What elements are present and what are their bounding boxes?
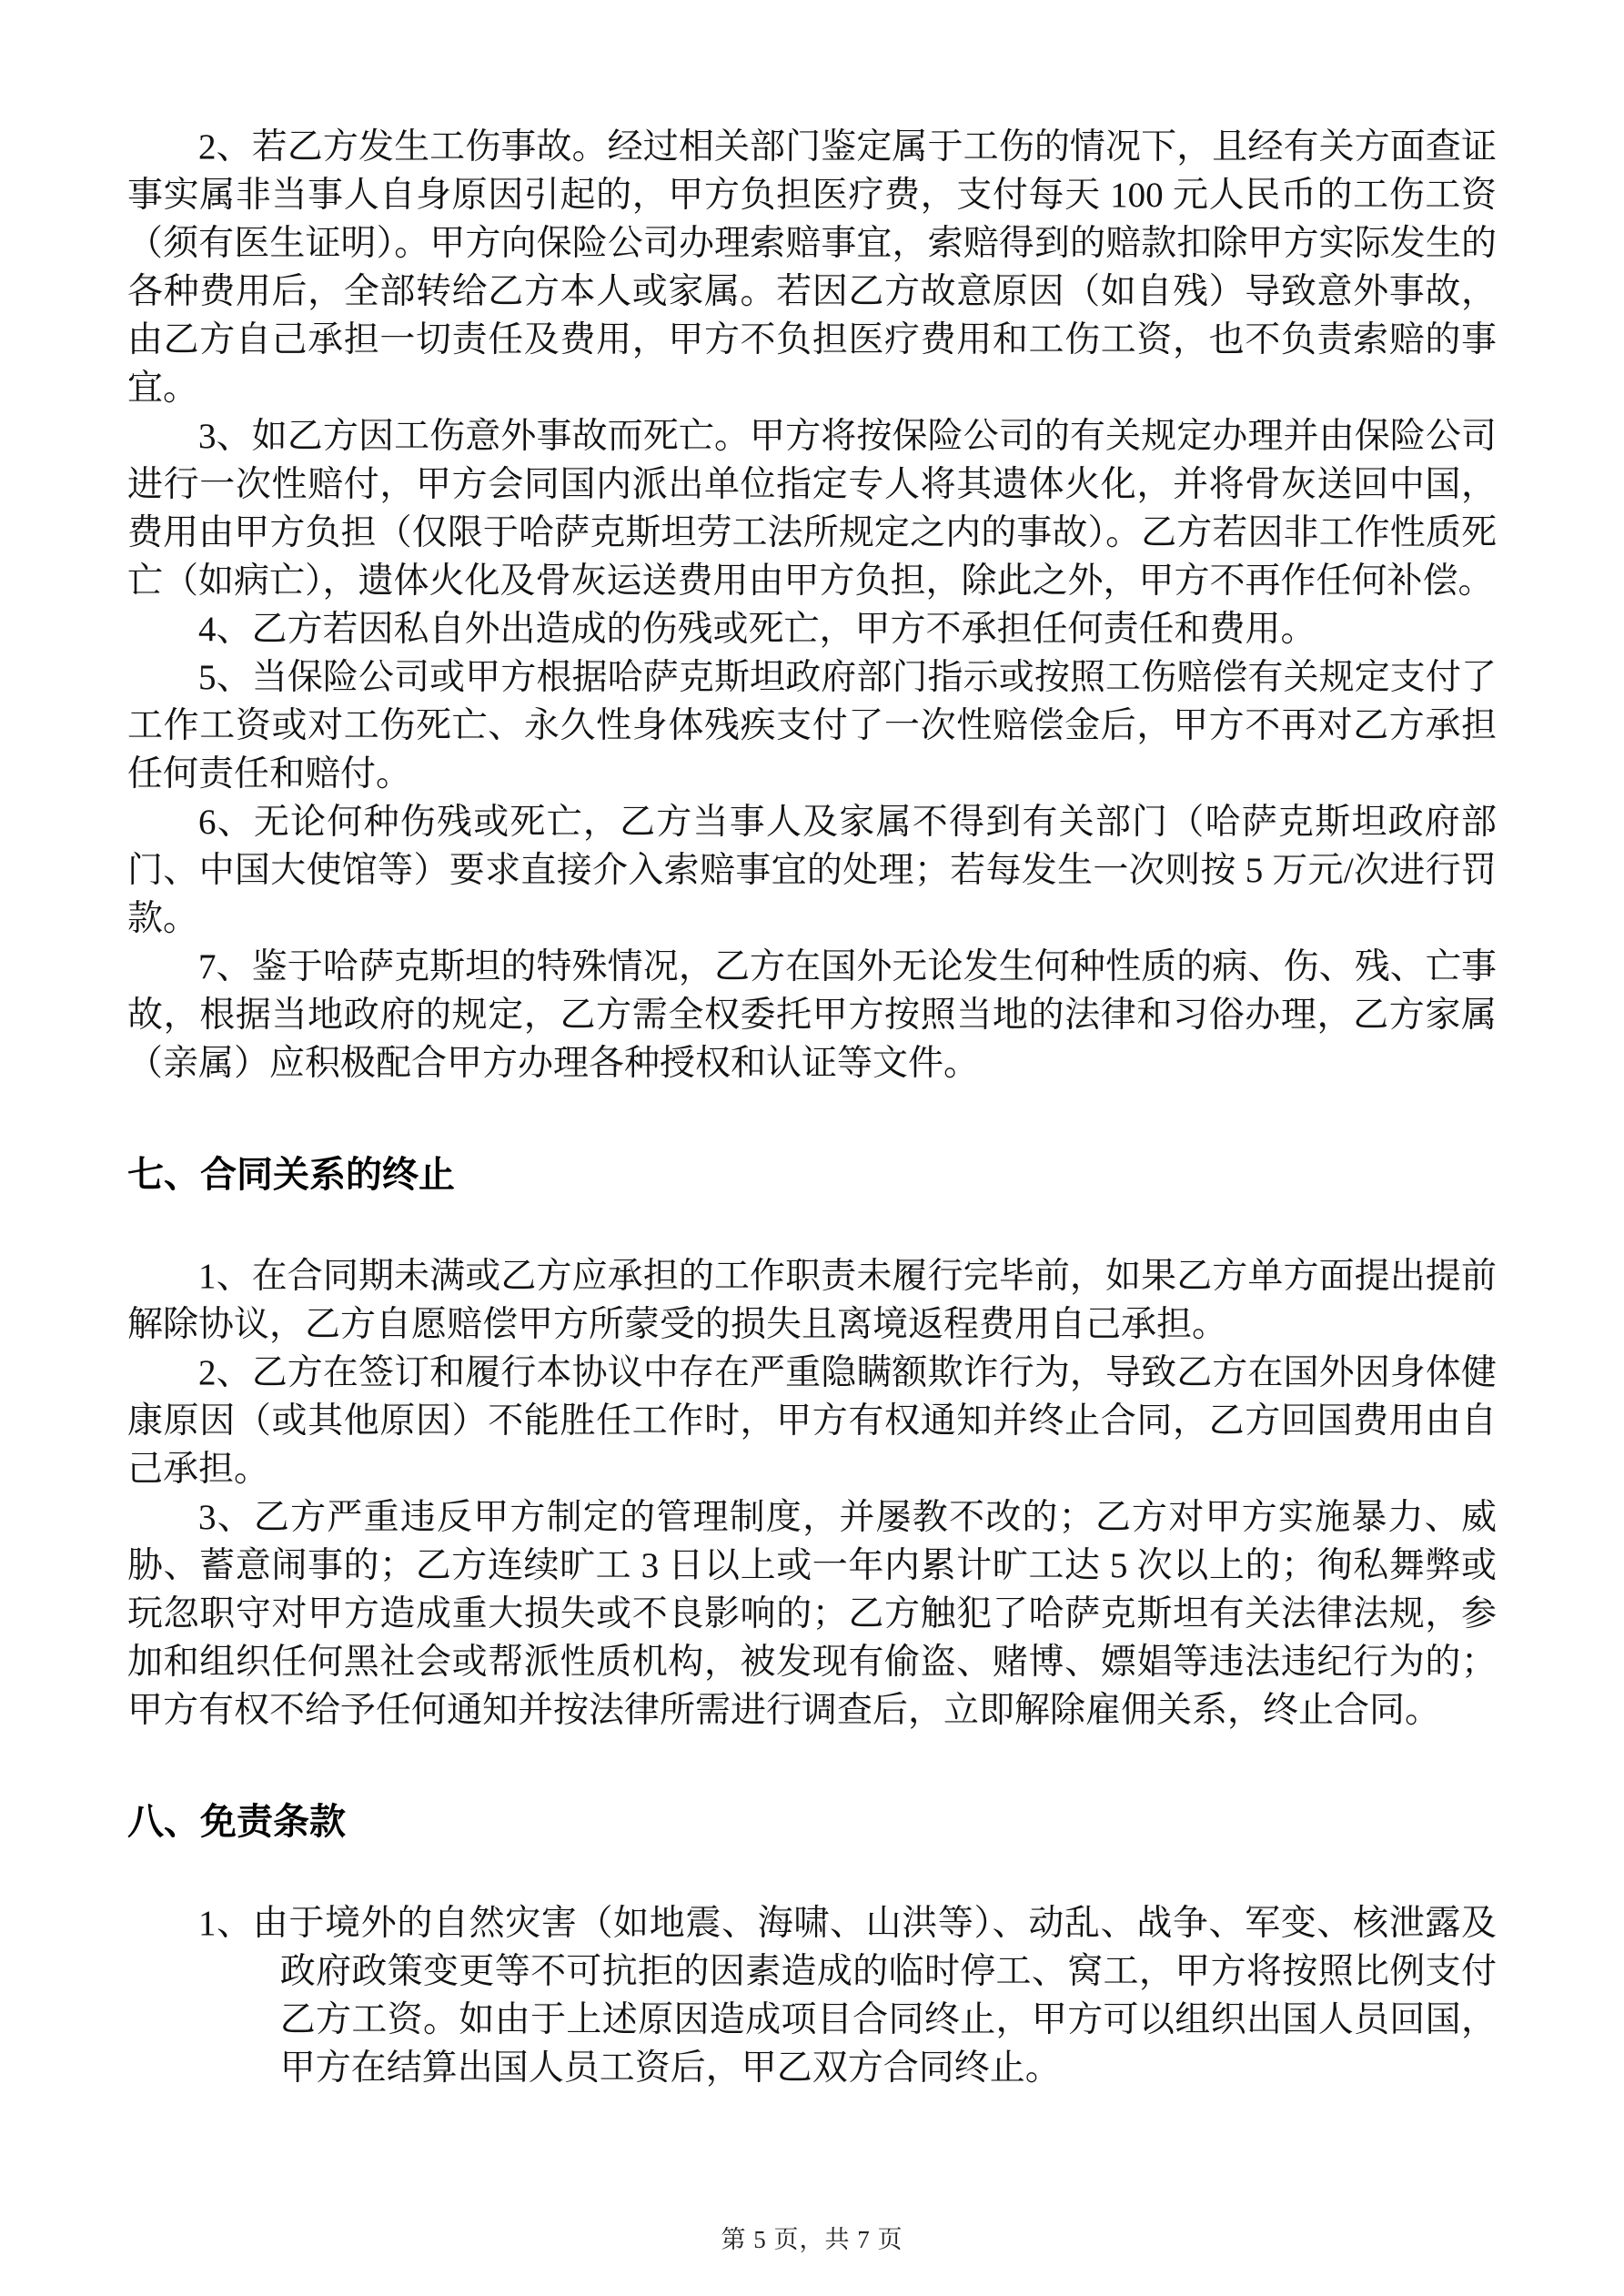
clause-exemption-1: 1、由于境外的自然灾害（如地震、海啸、山洪等）、动乱、战争、军变、核泄露及政府政策变更等不可抗拒的因素造成的临时停工、窝工，甲方将按照比例支付乙方工资。如由于上述原因造成项目合同终止，甲方可以组织出国人员回国，甲方在结算出国人员工资后，甲乙双方合同终止。: [198, 1904, 1497, 2088]
section-heading-termination: 七、合同关系的终止: [127, 1155, 455, 1195]
page-content: [127, 123, 1497, 2092]
clause-termination-3: 3、乙方严重违反甲方制定的管理制度，并屡教不改的；乙方对甲方实施暴力、威胁、蓄意闹事的；乙方连续旷工 3 日以上或一年内累计旷工达 5 次以上的；徇私舞弊或玩忽职守对甲方造成重大损失或不良影响的；乙方触犯了哈萨克斯坦有关法律法规，参加和组织任何黑社会或帮派性质机构，被发现有偷盗、赌博、嫖娼等违法违纪行为的；甲方有权不给予任何通知并按法律所需进行调查后，立即解除雇佣关系，终止合同。: [127, 1498, 1497, 1730]
section-heading-exemption: 八、免责条款: [127, 1802, 346, 1842]
clause-termination-1: 1、在合同期未满或乙方应承担的工作职责未履行完毕前，如果乙方单方面提出提前解除协议，乙方自愿赔偿甲方所蒙受的损失且离境返程费用自己承担。: [127, 1257, 1497, 1344]
clause-work-injury-7: 7、鉴于哈萨克斯坦的特殊情况，乙方在国外无论发生何种性质的病、伤、残、亡事故，根据当地政府的规定，乙方需全权委托甲方按照当地的法律和习俗办理，乙方家属（亲属）应积极配合甲方办理各种授权和认证等文件。: [127, 947, 1497, 1083]
clause-work-injury-3: 3、如乙方因工伤意外事故而死亡。甲方将按保险公司的有关规定办理并由保险公司进行一次性赔付，甲方会同国内派出单位指定专人将其遗体火化，并将骨灰送回中国，费用由甲方负担（仅限于哈萨克斯坦劳工法所规定之内的事故）。乙方若因非工作性质死亡（如病亡），遗体火化及骨灰运送费用由甲方负担，除此之外，甲方不再作任何补偿。: [127, 417, 1497, 601]
clause-work-injury-2: 2、若乙方发生工伤事故。经过相关部门鉴定属于工伤的情况下，且经有关方面查证事实属非当事人自身原因引起的，甲方负担医疗费，支付每天 100 元人民币的工伤工资（须有医生证明）。甲方向保险公司办理索赔事宜，索赔得到的赔款扣除甲方实际发生的各种费用后，全部转给乙方本人或家属。若因乙方故意原因（如自残）导致意外事故，由乙方自己承担一切责任及费用，甲方不负担医疗费用和工伤工资，也不负责索赔的事宜。: [127, 127, 1497, 408]
clause-termination-2: 2、乙方在签订和履行本协议中存在严重隐瞒额欺诈行为，导致乙方在国外因身体健康原因（或其他原因）不能胜任工作时，甲方有权通知并终止合同，乙方回国费用由自己承担。: [127, 1353, 1497, 1489]
clause-work-injury-4: 4、乙方若因私自外出造成的伤残或死亡，甲方不承担任何责任和费用。: [198, 610, 1316, 649]
page-number: 第 5 页，共 7 页: [721, 2226, 903, 2253]
clause-work-injury-6: 6、无论何种伤残或死亡，乙方当事人及家属不得到有关部门（哈萨克斯坦政府部门、中国大使馆等）要求直接介入索赔事宜的处理；若每发生一次则按 5 万元/次进行罚款。: [127, 803, 1497, 938]
clause-work-injury-5: 5、当保险公司或甲方根据哈萨克斯坦政府部门指示或按照工伤赔偿有关规定支付了工作工资或对工伤死亡、永久性身体残疾支付了一次性赔偿金后，甲方不再对乙方承担任何责任和赔付。: [127, 658, 1497, 794]
